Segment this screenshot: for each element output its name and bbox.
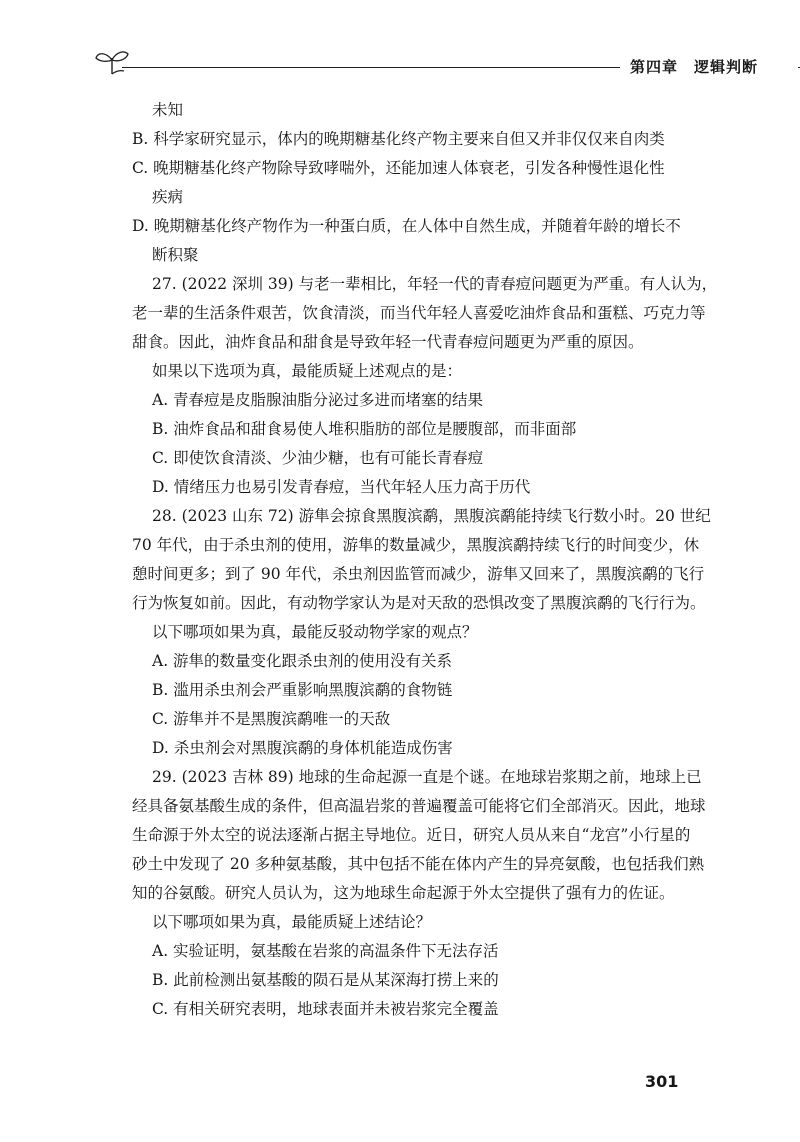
option-a: A. 青春痘是皮脂腺油脂分泌过多进而堵塞的结果 (152, 391, 484, 409)
option-b: B. 滥用杀虫剂会严重影响黑腹滨鹬的食物链 (152, 681, 453, 699)
option-a: A. 实验证明，氨基酸在岩浆的高温条件下无法存活 (152, 942, 499, 960)
chapter-title: 第四章 逻辑判断 (626, 56, 762, 77)
question-stem-line: 70 年代，由于杀虫剂的使用，游隼的数量减少，黑腹滨鹬持续飞行的时间变少，休 (132, 536, 700, 554)
question-prompt: 以下哪项如果为真，最能质疑上述结论？ (152, 913, 432, 931)
leaf-sprout-icon (92, 44, 132, 80)
question-stem-line: 憩时间更多；到了 90 年代，杀虫剂因监管而减少，游隼又回来了，黑腹滨鹬的飞行 (132, 565, 705, 583)
question-stem-line: 行为恢复如前。因此，有动物学家认为是对天敌的恐惧改变了黑腹滨鹬的飞行行为。 (132, 594, 706, 612)
question-prompt: 以下哪项如果为真，最能反驳动物学家的观点？ (152, 623, 478, 641)
option-continuation: 疾病 (152, 188, 184, 206)
option-b: B. 此前检测出氨基酸的陨石是从某深海打捞上来的 (152, 971, 499, 989)
question-stem-line: 老一辈的生活条件艰苦，饮食清淡，而当代年轻人喜爱吃油炸食品和蛋糕、巧克力等 (132, 304, 706, 322)
option-continuation: 未知 (152, 101, 184, 119)
question-stem-line: 甜食。因此，油炸食品和甜食是导致年轻一代青春痘问题更为严重的原因。 (132, 333, 644, 351)
question-29 (132, 763, 706, 1024)
question-stem-line: 29. (2023 吉林 89) 地球的生命起源一直是个谜。在地球岩浆期之前，地球上已 (152, 768, 702, 786)
option-a: A. 游隼的数量变化跟杀虫剂的使用没有关系 (152, 652, 453, 670)
question-28 (132, 502, 711, 763)
page-number: 301 (645, 1072, 679, 1091)
option-d: D. 杀虫剂会对黑腹滨鹬的身体机能造成伤害 (152, 739, 453, 757)
question-stem-line: 经具备氨基酸生成的条件，但高温岩浆的普遍覆盖可能将它们全部消灭。因此，地球 (132, 797, 706, 815)
option-d: D. 情绪压力也易引发青春痘，当代年轻人压力高于历代 (152, 478, 531, 496)
option-c: C. 晚期糖基化终产物除导致哮喘外，还能加速人体衰老，引发各种慢性退化性 (132, 159, 665, 177)
question-27 (132, 270, 718, 502)
option-c: C. 即使饮食清淡、少油少糖，也有可能长青春痘 (152, 449, 484, 467)
option-c: C. 游隼并不是黑腹滨鹬唯一的天敌 (152, 710, 391, 728)
option-d: D. 晚期糖基化终产物作为一种蛋白质，在人体中自然生成，并随着年龄的增长不 (132, 217, 681, 235)
question-stem-line: 知的谷氨酸。研究人员认为，这为地球生命起源于外太空提供了强有力的佐证。 (132, 884, 675, 902)
page-body (132, 96, 718, 1024)
header-rule-left (122, 67, 620, 68)
page-header (92, 44, 759, 84)
option-b: B. 科学家研究显示，体内的晚期糖基化终产物主要来自但又并非仅仅来自肉类 (132, 130, 665, 148)
option-continuation: 断积聚 (152, 246, 199, 264)
question-stem-line: 砂土中发现了 20 多种氨基酸，其中包括不能在体内产生的异亮氨酸，也包括我们熟 (132, 855, 705, 873)
question-stem-line: 27. (2022 深圳 39) 与老一辈相比，年轻一代的青春痘问题更为严重。有人认为， (152, 275, 718, 293)
question-stem-line: 28. (2023 山东 72) 游隼会掠食黑腹滨鹬，黑腹滨鹬能持续飞行数小时。20 世纪 (152, 507, 711, 525)
question-prompt: 如果以下选项为真，最能质疑上述观点的是： (152, 362, 463, 380)
question-stem-line: 生命源于外太空的说法逐渐占据主导地位。近日，研究人员从来自“龙宫”小行星的 (132, 826, 691, 844)
option-c: C. 有相关研究表明，地球表面并未被岩浆完全覆盖 (152, 1000, 499, 1018)
option-b: B. 油炸食品和甜食易使人堆积脂肪的部位是腰腹部，而非面部 (152, 420, 577, 438)
